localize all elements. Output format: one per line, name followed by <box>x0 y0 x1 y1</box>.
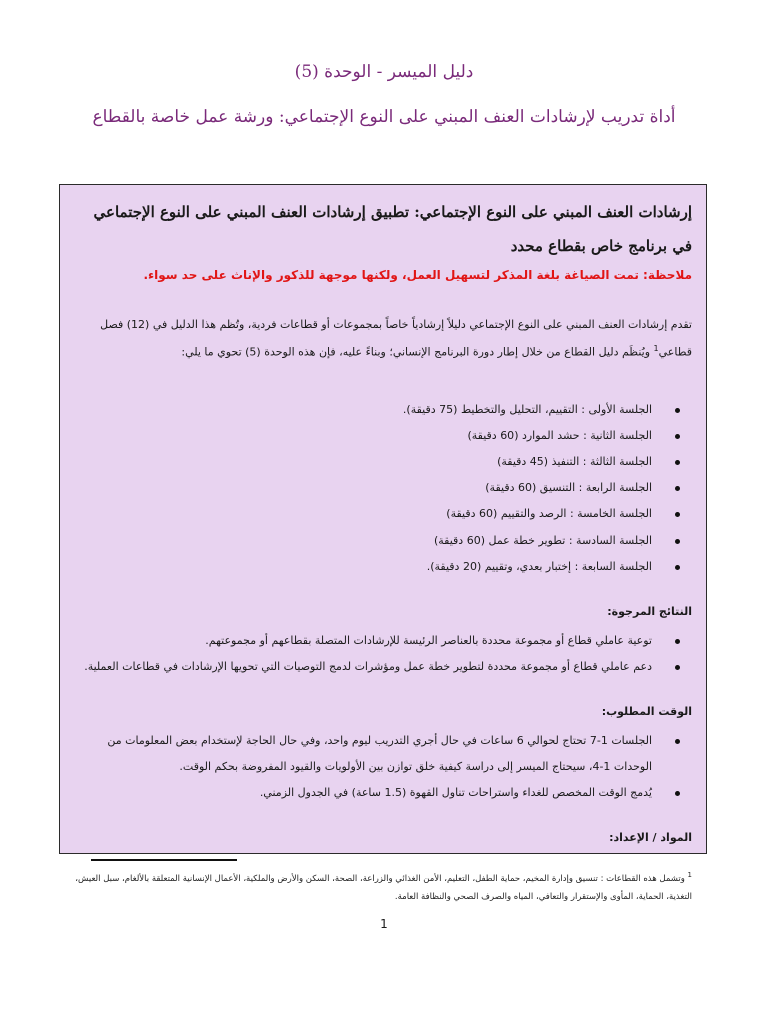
intro-text-part2: ويُنظَم دليل القطاع من خلال إطار دورة البرنامج الإنساني؛ وبناءً عليه، فإن هذه الوحدة (5) تحوي ما يلي: <box>181 345 651 359</box>
outcome-item: دعم عاملي قطاع أو مجموعة محددة لتطوير خطة عمل ومؤشرات لدمج التوصيات التي تحويها الإرشادات في قطاعات العملية. <box>74 654 692 680</box>
page-number: 1 <box>380 917 388 931</box>
time-item: يُدمج الوقت المخصص للغداء واستراحات تناول القهوة (1.5 ساعة) في الجدول الزمني. <box>74 780 692 806</box>
session-item: الجلسة الخامسة : الرصد والتقييم (60 دقيقة) <box>74 501 692 527</box>
intro-paragraph <box>74 313 692 365</box>
box-heading: إرشادات العنف المبني على النوع الإجتماعي: تطبيق إرشادات العنف المبني على النوع الإجتماعي في برنامج خاص بقطاع محدد <box>93 203 692 255</box>
footnote-divider <box>91 859 237 861</box>
note-text: ملاحظة: تمت الصياغة بلغة المذكر لتسهيل العمل، ولكنها موجهة للذكور والإناث على حد سواء. <box>143 268 692 282</box>
outcomes-list <box>74 628 692 680</box>
intro-text-part1: تقدم إرشادات العنف المبني على النوع الإجتماعي دليلاً إرشادياً خاصاً بمجموعات أو قطاعات فردية، وتُظم هذا الدليل في (12) فصل قطاعي <box>100 318 692 359</box>
sessions-list <box>74 397 692 580</box>
page-subtitle: أداة تدريب لإرشادات العنف المبني على النوع الإجتماعي: ورشة عمل خاصة بالقطاع <box>92 107 676 127</box>
session-item: الجلسة الثانية : حشد الموارد (60 دقيقة) <box>74 423 692 449</box>
content-box <box>59 184 707 854</box>
footnote <box>68 866 692 906</box>
session-item: الجلسة الثالثة : التنفيذ (45 دقيقة) <box>74 449 692 475</box>
page-title: دليل الميسر - الوحدة (5) <box>294 62 474 82</box>
footnote-reference[interactable]: 1 <box>653 344 659 353</box>
materials-title: المواد / الإعداد: <box>609 831 692 845</box>
session-item: الجلسة السادسة : تطوير خطة عمل (60 دقيقة) <box>74 528 692 554</box>
session-item: الجلسة الأولى : التقييم، التحليل والتخطيط (75 دقيقة). <box>74 397 692 423</box>
footnote-number: 1 <box>687 871 692 879</box>
time-item: الجلسات 1-7 تحتاج لحوالي 6 ساعات في حال أجري التدريب ليوم واحد، وفي حال الحاجة لإستخدام بعض المعلومات من الوحدات 1-4، سيحتاج الميسر إلى دراسة كيفية خلق توازن بين الأولويات والقيود المفروضة بحكم الوقت. <box>74 728 692 780</box>
session-item: الجلسة السابعة : إختبار بعدي، وتقييم (20 دقيقة). <box>74 554 692 580</box>
time-list <box>74 728 692 806</box>
session-item: الجلسة الرابعة : التنسيق (60 دقيقة) <box>74 475 692 501</box>
time-title: الوقت المطلوب: <box>601 705 692 719</box>
outcome-item: توعية عاملي قطاع أو مجموعة محددة بالعناصر الرئيسة للإرشادات المتصلة بقطاعهم أو مجموعتهم. <box>74 628 692 654</box>
footnote-text: وتشمل هذه القطاعات : تنسيق وإدارة المخيم، حماية الطفل، التعليم، الأمن الغذائي والزراعة، الصحة، السكن والأرض والملكية، الأعمال الإنسانية المتعلقة بالألغام، سبل العيش، التغذية، الحماية، المأوى والإستقرار والتعافي، المياه والصرف الصحي والنظافة العامة. <box>75 873 692 902</box>
outcomes-title: النتائج المرجوة: <box>607 605 692 619</box>
